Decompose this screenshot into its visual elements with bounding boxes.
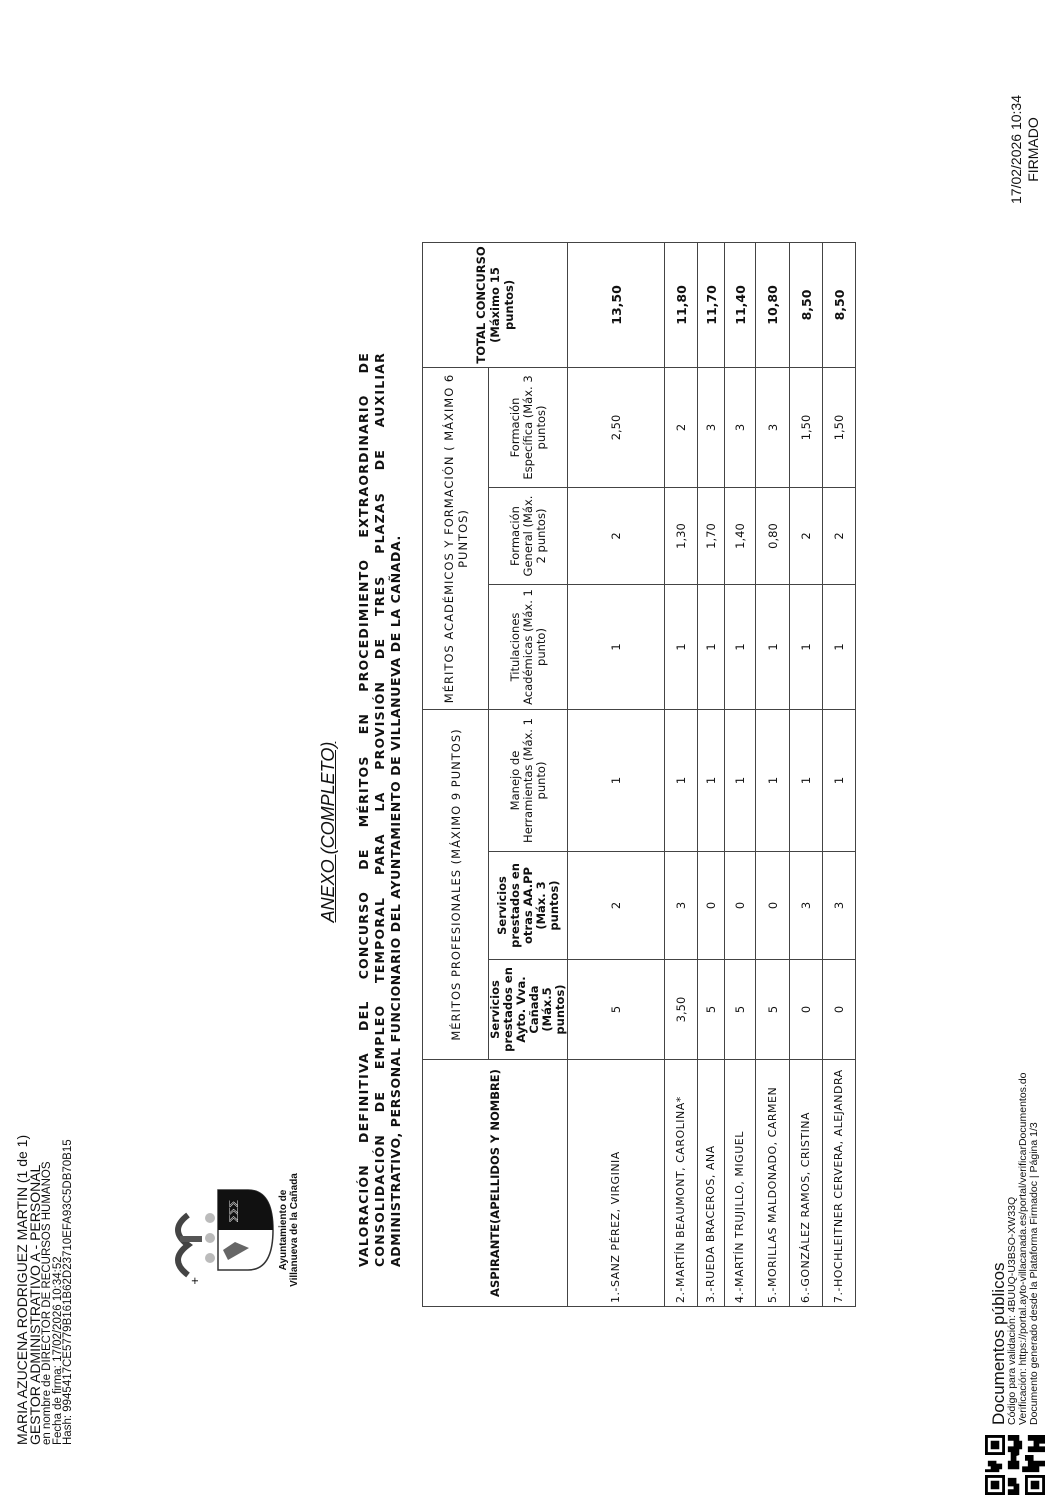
table-row <box>698 242 725 1306</box>
header-col-formacion-general: Formación General (Máx. 2 puntos) <box>489 488 568 585</box>
footer-title: Documentos públicos <box>989 1262 1008 1425</box>
header-col-herramientas: Manejo de Herramientas (Máx. 1 punto) <box>489 710 568 852</box>
score-cell: 1,40 <box>725 488 756 585</box>
footer <box>984 895 1054 1495</box>
annex-heading: ANEXO (COMPLETO) <box>318 741 338 923</box>
header-col-servicios-ayto: Servicios prestados en Ayto. Vva. Cañada (Máx.5 puntos) <box>489 960 568 1060</box>
score-cell: 2 <box>665 367 698 487</box>
validation-code: Código para validación: 4BUUQ-U3BSO-XW33Q <box>1006 1196 1018 1425</box>
header-group-profesionales: MÉRITOS PROFESIONALES (MÁXIMO 9 PUNTOS) <box>423 710 489 1060</box>
svg-text:⅀⅀⅀: ⅀⅀⅀ <box>229 1200 239 1222</box>
header-group-academicos: MÉRITOS ACADÉMICOS Y FORMACIÓN ( MÁXIMO 6 PUNTOS) <box>423 367 489 709</box>
score-cell: 3,50 <box>665 960 698 1060</box>
score-cell: 1 <box>790 710 823 852</box>
score-cell: 5 <box>698 960 725 1060</box>
merits-table <box>422 242 856 1307</box>
logo-line-1: Ayuntamiento de <box>278 1189 289 1271</box>
sign-hash: Hash: 9945417CE5779B161B62D23710EFA93C5DB70B15 <box>62 1139 74 1445</box>
aspirante-name: 5.-MORILLAS MALDONADO, CARMEN <box>756 1060 790 1307</box>
signer-name: MARIA AZUCENA RODRIGUEZ MARTIN (1 de 1) <box>14 1134 30 1445</box>
header-col-titulaciones: Titulaciones Académicas (Máx. 1 punto) <box>489 585 568 710</box>
table-row <box>568 242 665 1306</box>
signer-role: GESTOR ADMINISTRATIVO A - PERSONAL <box>27 1164 43 1445</box>
score-cell: 5 <box>756 960 790 1060</box>
svg-text:+: + <box>190 1276 201 1285</box>
qr-code-icon <box>984 1435 1046 1495</box>
score-cell: 1 <box>823 710 856 852</box>
header-aspirante: ASPIRANTE(APELLIDOS Y NOMBRE) <box>423 1060 568 1307</box>
score-cell: 1 <box>725 585 756 710</box>
score-cell: 0 <box>790 960 823 1060</box>
municipal-logo <box>160 1140 320 1320</box>
score-cell: 0 <box>823 960 856 1060</box>
score-cell: 3 <box>790 852 823 960</box>
sign-date: Fecha de firma: 17/02/2026 10:34:52 <box>51 1256 64 1445</box>
score-cell: 3 <box>823 852 856 960</box>
score-cell: 0 <box>756 852 790 960</box>
table-row <box>823 242 856 1306</box>
document-title <box>356 352 404 1267</box>
header-col-servicios-aapp: Servicios prestados en otras AA.PP (Máx. 3 puntos) <box>489 852 568 960</box>
score-cell: 2 <box>568 488 665 585</box>
aspirante-name: 7.-HOCHLEITNER CERVERA, ALEJANDRA <box>823 1060 856 1307</box>
score-cell: 2 <box>790 488 823 585</box>
score-cell: 1 <box>665 710 698 852</box>
table-row <box>665 242 698 1306</box>
aspirante-name: 2.-MARTÍN BEAUMONT, CAROLINA* <box>665 1060 698 1307</box>
header-col-formacion-especifica: Formación Específica (Máx. 3 puntos) <box>489 367 568 487</box>
score-cell: 1 <box>790 585 823 710</box>
score-cell: 1 <box>568 710 665 852</box>
total-cell: 8,50 <box>790 242 823 367</box>
score-cell: 1,30 <box>665 488 698 585</box>
signature-stamp <box>1008 87 1042 212</box>
score-cell: 1 <box>756 710 790 852</box>
score-cell: 2 <box>823 488 856 585</box>
score-cell: 0 <box>698 852 725 960</box>
logo-line-2: Villanueva de la Cañada <box>289 1173 300 1287</box>
score-cell: 1 <box>698 585 725 710</box>
table-row <box>725 242 756 1306</box>
score-cell: 1,70 <box>698 488 725 585</box>
total-cell: 11,40 <box>725 242 756 367</box>
header-total: TOTAL CONCURSO (Máximo 15 puntos) <box>423 242 568 367</box>
title-line-2: CONSOLIDACIÓN DE EMPLEO TEMPORAL PARA LA PROVISIÓN DE TRES PLAZAS DE AUXILIAR <box>372 352 387 1267</box>
coat-of-arms-icon <box>160 1140 275 1320</box>
score-cell: 0 <box>725 852 756 960</box>
score-cell: 2,50 <box>568 367 665 487</box>
aspirante-name: 3.-RUEDA BRACEROS, ANA <box>698 1060 725 1307</box>
generated-note: Documento generado desde la Plataforma Firmadoc | Página 1/3 <box>1028 1122 1040 1425</box>
score-cell: 1 <box>568 585 665 710</box>
title-line-3: ADMINISTRATIVO, PERSONAL FUNCIONARIO DEL AYUNTAMIENTO DE VILLANUEVA DE LA CAÑADA. <box>388 535 403 1267</box>
score-cell: 5 <box>568 960 665 1060</box>
signature-block <box>16 1025 74 1445</box>
aspirante-name: 4.-MARTÍN TRUJILLO, MIGUEL <box>725 1060 756 1307</box>
score-cell: 0,80 <box>756 488 790 585</box>
verification-url[interactable]: Verificación: https://portal.ayto-villacanada.es/portal/verificarDocumentos.do <box>1017 1072 1029 1425</box>
title-line-1: VALORACIÓN DEFINITIVA DEL CONCURSO DE MÉRITOS EN PROCEDIMIENTO EXTRAORDINARIO DE <box>356 352 371 1267</box>
signer-on-behalf: en nombre de DIRECTOR DE RECURSOS HUMANOS <box>41 1161 53 1445</box>
score-cell: 3 <box>756 367 790 487</box>
score-cell: 1 <box>823 585 856 710</box>
stamp-datetime: 17/02/2026 10:34 <box>1008 95 1024 204</box>
aspirante-name: 1.-SANZ PÉREZ, VIRGINIA <box>568 1060 665 1307</box>
score-cell: 1 <box>725 710 756 852</box>
score-cell: 1 <box>756 585 790 710</box>
total-cell: 11,70 <box>698 242 725 367</box>
table-row <box>756 242 790 1306</box>
total-cell: 10,80 <box>756 242 790 367</box>
score-cell: 1,50 <box>823 367 856 487</box>
score-cell: 5 <box>725 960 756 1060</box>
score-cell: 1 <box>698 710 725 852</box>
score-cell: 1,50 <box>790 367 823 487</box>
stamp-status: FIRMADO <box>1025 117 1041 182</box>
score-cell: 1 <box>665 585 698 710</box>
score-cell: 2 <box>568 852 665 960</box>
table-row <box>790 242 823 1306</box>
score-cell: 3 <box>725 367 756 487</box>
total-cell: 11,80 <box>665 242 698 367</box>
score-cell: 3 <box>665 852 698 960</box>
total-cell: 8,50 <box>823 242 856 367</box>
score-cell: 3 <box>698 367 725 487</box>
total-cell: 13,50 <box>568 242 665 367</box>
aspirante-name: 6.-GONZÁLEZ RAMOS, CRISTINA <box>790 1060 823 1307</box>
